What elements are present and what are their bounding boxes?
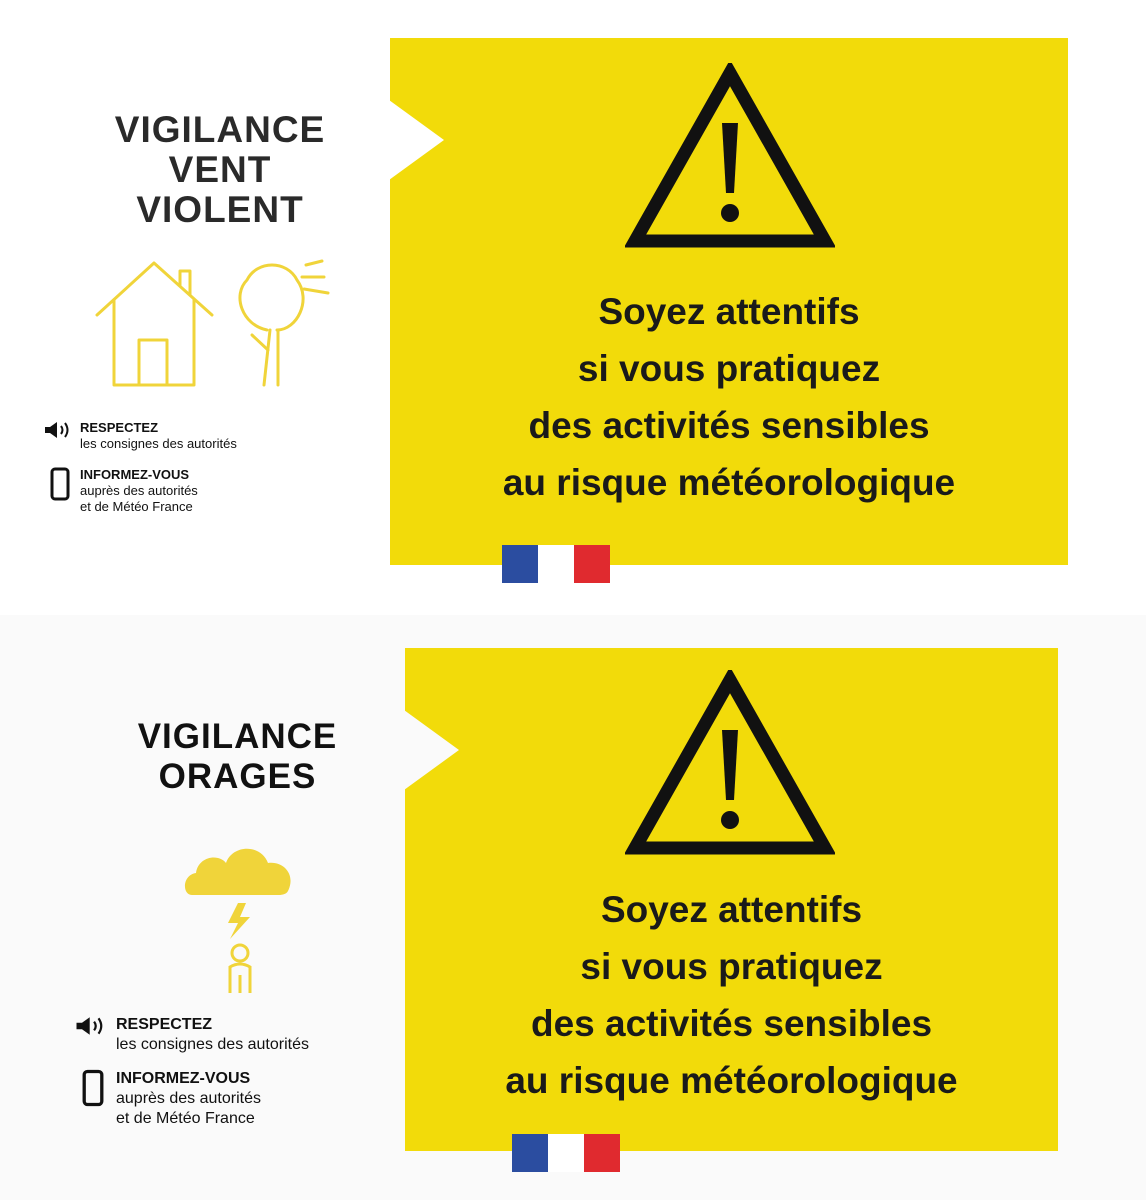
message-line: des activités sensibles — [528, 405, 930, 446]
advice-list — [40, 420, 360, 529]
speaker-icon — [40, 420, 80, 440]
advice-line: et de Météo France — [116, 1110, 255, 1127]
republique-francaise-logo — [502, 545, 610, 583]
title-line: VIGILANCE — [137, 717, 338, 756]
message-line: au risque météorologique — [505, 1060, 958, 1101]
storm-cloud-icon — [180, 835, 300, 995]
title-line: VENT — [168, 149, 272, 190]
warning-message — [390, 283, 1068, 511]
advice-item-informez-vous — [40, 467, 360, 516]
warning-card — [390, 38, 1068, 565]
house-and-tree-icon — [92, 255, 342, 390]
advice-heading: INFORMEZ-VOUS — [80, 466, 190, 482]
advice-heading: RESPECTEZ — [116, 1016, 213, 1033]
title-line: VIOLENT — [136, 189, 304, 230]
speaker-icon — [70, 1015, 116, 1037]
panel-title — [100, 717, 375, 797]
advice-line: et de Météo France — [80, 499, 193, 514]
warning-card — [405, 648, 1058, 1151]
advice-list — [70, 1015, 390, 1143]
message-line: si vous pratiquez — [577, 348, 881, 389]
message-line: Soyez attentifs — [600, 889, 863, 930]
advice-item-respectez — [40, 420, 360, 453]
advice-item-respectez — [70, 1015, 390, 1055]
title-line: ORAGES — [158, 757, 317, 796]
advice-item-informez-vous — [70, 1069, 390, 1129]
advice-line: les consignes des autorités — [80, 436, 237, 452]
republique-francaise-logo — [512, 1134, 620, 1172]
phone-icon — [70, 1069, 116, 1107]
warning-message — [405, 881, 1058, 1109]
phone-icon — [40, 467, 80, 501]
advice-line: les consignes des autorités — [116, 1036, 309, 1053]
advice-line: auprès des autorités — [116, 1090, 261, 1107]
title-line: VIGILANCE — [114, 109, 326, 150]
advice-line: auprès des autorités — [80, 482, 198, 498]
panel-title — [80, 110, 360, 230]
flag-white-band — [548, 1134, 584, 1172]
flag-red-band — [584, 1134, 620, 1172]
message-line: Soyez attentifs — [598, 291, 860, 332]
warning-triangle-icon — [625, 670, 835, 860]
advice-heading: RESPECTEZ — [80, 420, 159, 435]
flag-red-band — [574, 545, 610, 583]
flag-white-band — [538, 545, 574, 583]
message-line: si vous pratiquez — [580, 946, 883, 987]
message-line: des activités sensibles — [530, 1003, 933, 1044]
flag-blue-band — [512, 1134, 548, 1172]
advice-heading: INFORMEZ-VOUS — [116, 1070, 251, 1087]
warning-triangle-icon — [625, 63, 835, 253]
flag-blue-band — [502, 545, 538, 583]
message-line: au risque météorologique — [502, 462, 956, 503]
